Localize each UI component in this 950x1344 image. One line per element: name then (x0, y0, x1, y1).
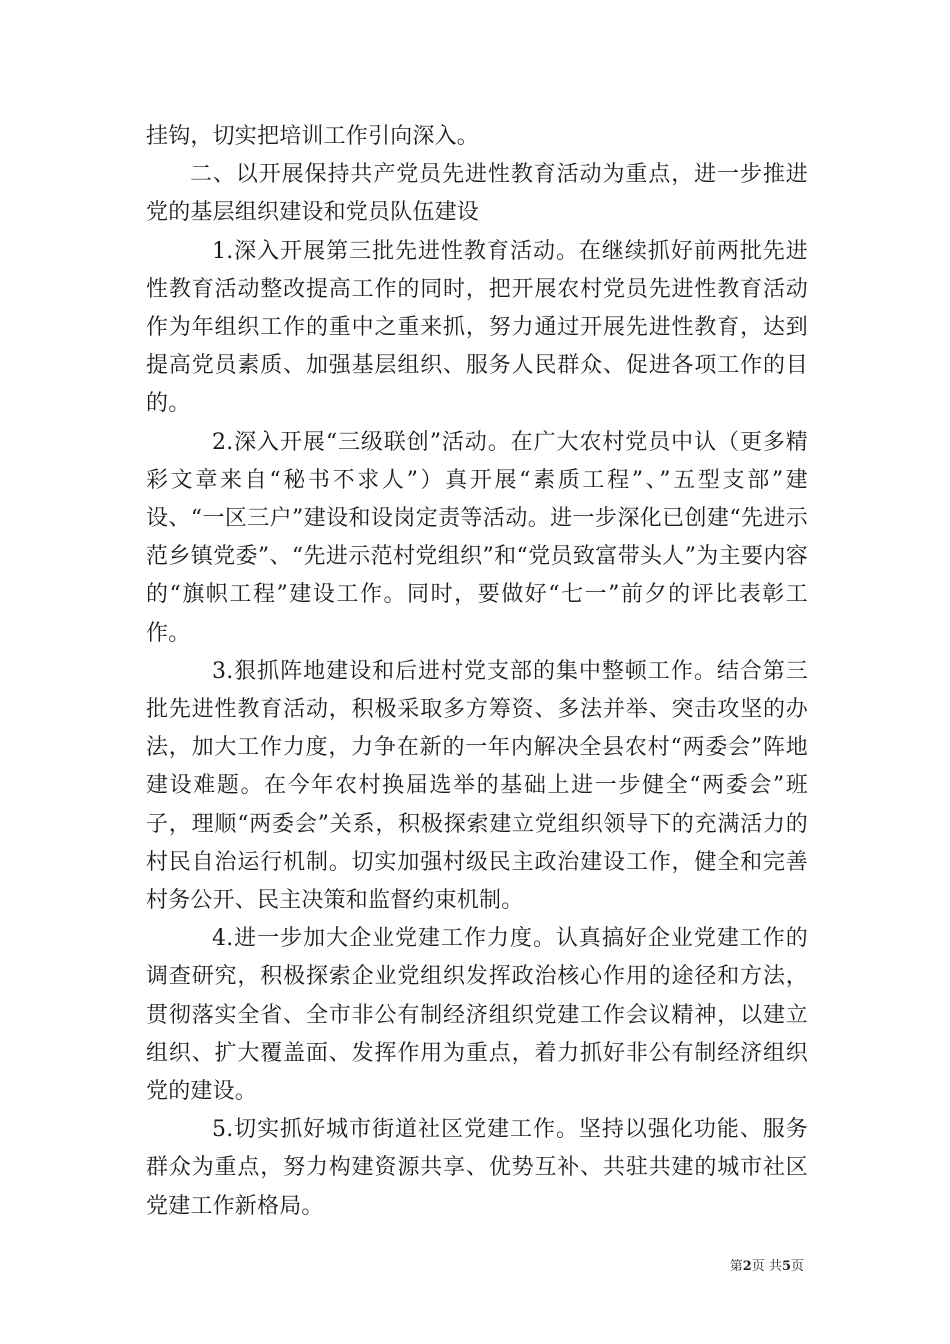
list-item-2: 2.深入开展“三级联创”活动。在广大农村党员中认（更多精彩文章来自“秘书不求人”）真开展“素质工程”、”五型支部”建设、“一区三户”建设和设岗定责等活动。进一步深化已创建“先进示范乡镇党委”、“先进示范村党组织”和“党员致富带头人”为主要内容的“旗帜工程”建设工作。同时，要做好“七一”前夕的评比表彰工作。 (146, 429, 808, 646)
footer-middle: 页 共 (751, 1259, 782, 1274)
section-heading: 二、以开展保持共产党员先进性教育活动为重点，进一步推进党的基层组织建设和党员队伍建设 (146, 162, 808, 226)
total-pages-number: 5 (781, 1259, 791, 1274)
paragraph-continuation: 挂钩，切实把培训工作引向深入。 (146, 124, 480, 149)
page-footer (730, 1255, 804, 1274)
current-page-number: 2 (742, 1259, 752, 1274)
document-body (146, 118, 808, 1226)
footer-suffix: 页 (790, 1259, 804, 1274)
list-item-1: 1.深入开展第三批先进性教育活动。在继续抓好前两批先进性教育活动整改提高工作的同时，把开展农村党员先进性教育活动作为年组织工作的重中之重来抓，努力通过开展先进性教育，达到提高党员素质、加强基层组织、服务人民群众、促进各项工作的目的。 (146, 238, 808, 417)
list-item-3: 3.狠抓阵地建设和后进村党支部的集中整顿工作。结合第三批先进性教育活动，积极采取多方筹资、多法并举、突击攻坚的办法，加大工作力度，力争在新的一年内解决全县农村“两委会”阵地建设难题。在今年农村换届选举的基础上进一步健全“两委会”班子，理顺“两委会”关系，积极探索建立党组织领导下的充满活力的村民自治运行机制。切实加强村级民主政治建设工作，健全和完善村务公开、民主决策和监督约束机制。 (146, 658, 808, 914)
list-item-4: 4.进一步加大企业党建工作力度。认真搞好企业党建工作的调查研究，积极探索企业党组织发挥政治核心作用的途径和方法，贯彻落实全省、全市非公有制经济组织党建工作会议精神，以建立组织、扩大覆盖面、发挥作用为重点，着力抓好非公有制经济组织党的建设。 (146, 926, 808, 1105)
list-item-5: 5.切实抓好城市街道社区党建工作。坚持以强化功能、服务群众为重点，努力构建资源共享、优势互补、共驻共建的城市社区党建工作新格局。 (146, 1117, 808, 1219)
footer-prefix: 第 (729, 1259, 743, 1274)
